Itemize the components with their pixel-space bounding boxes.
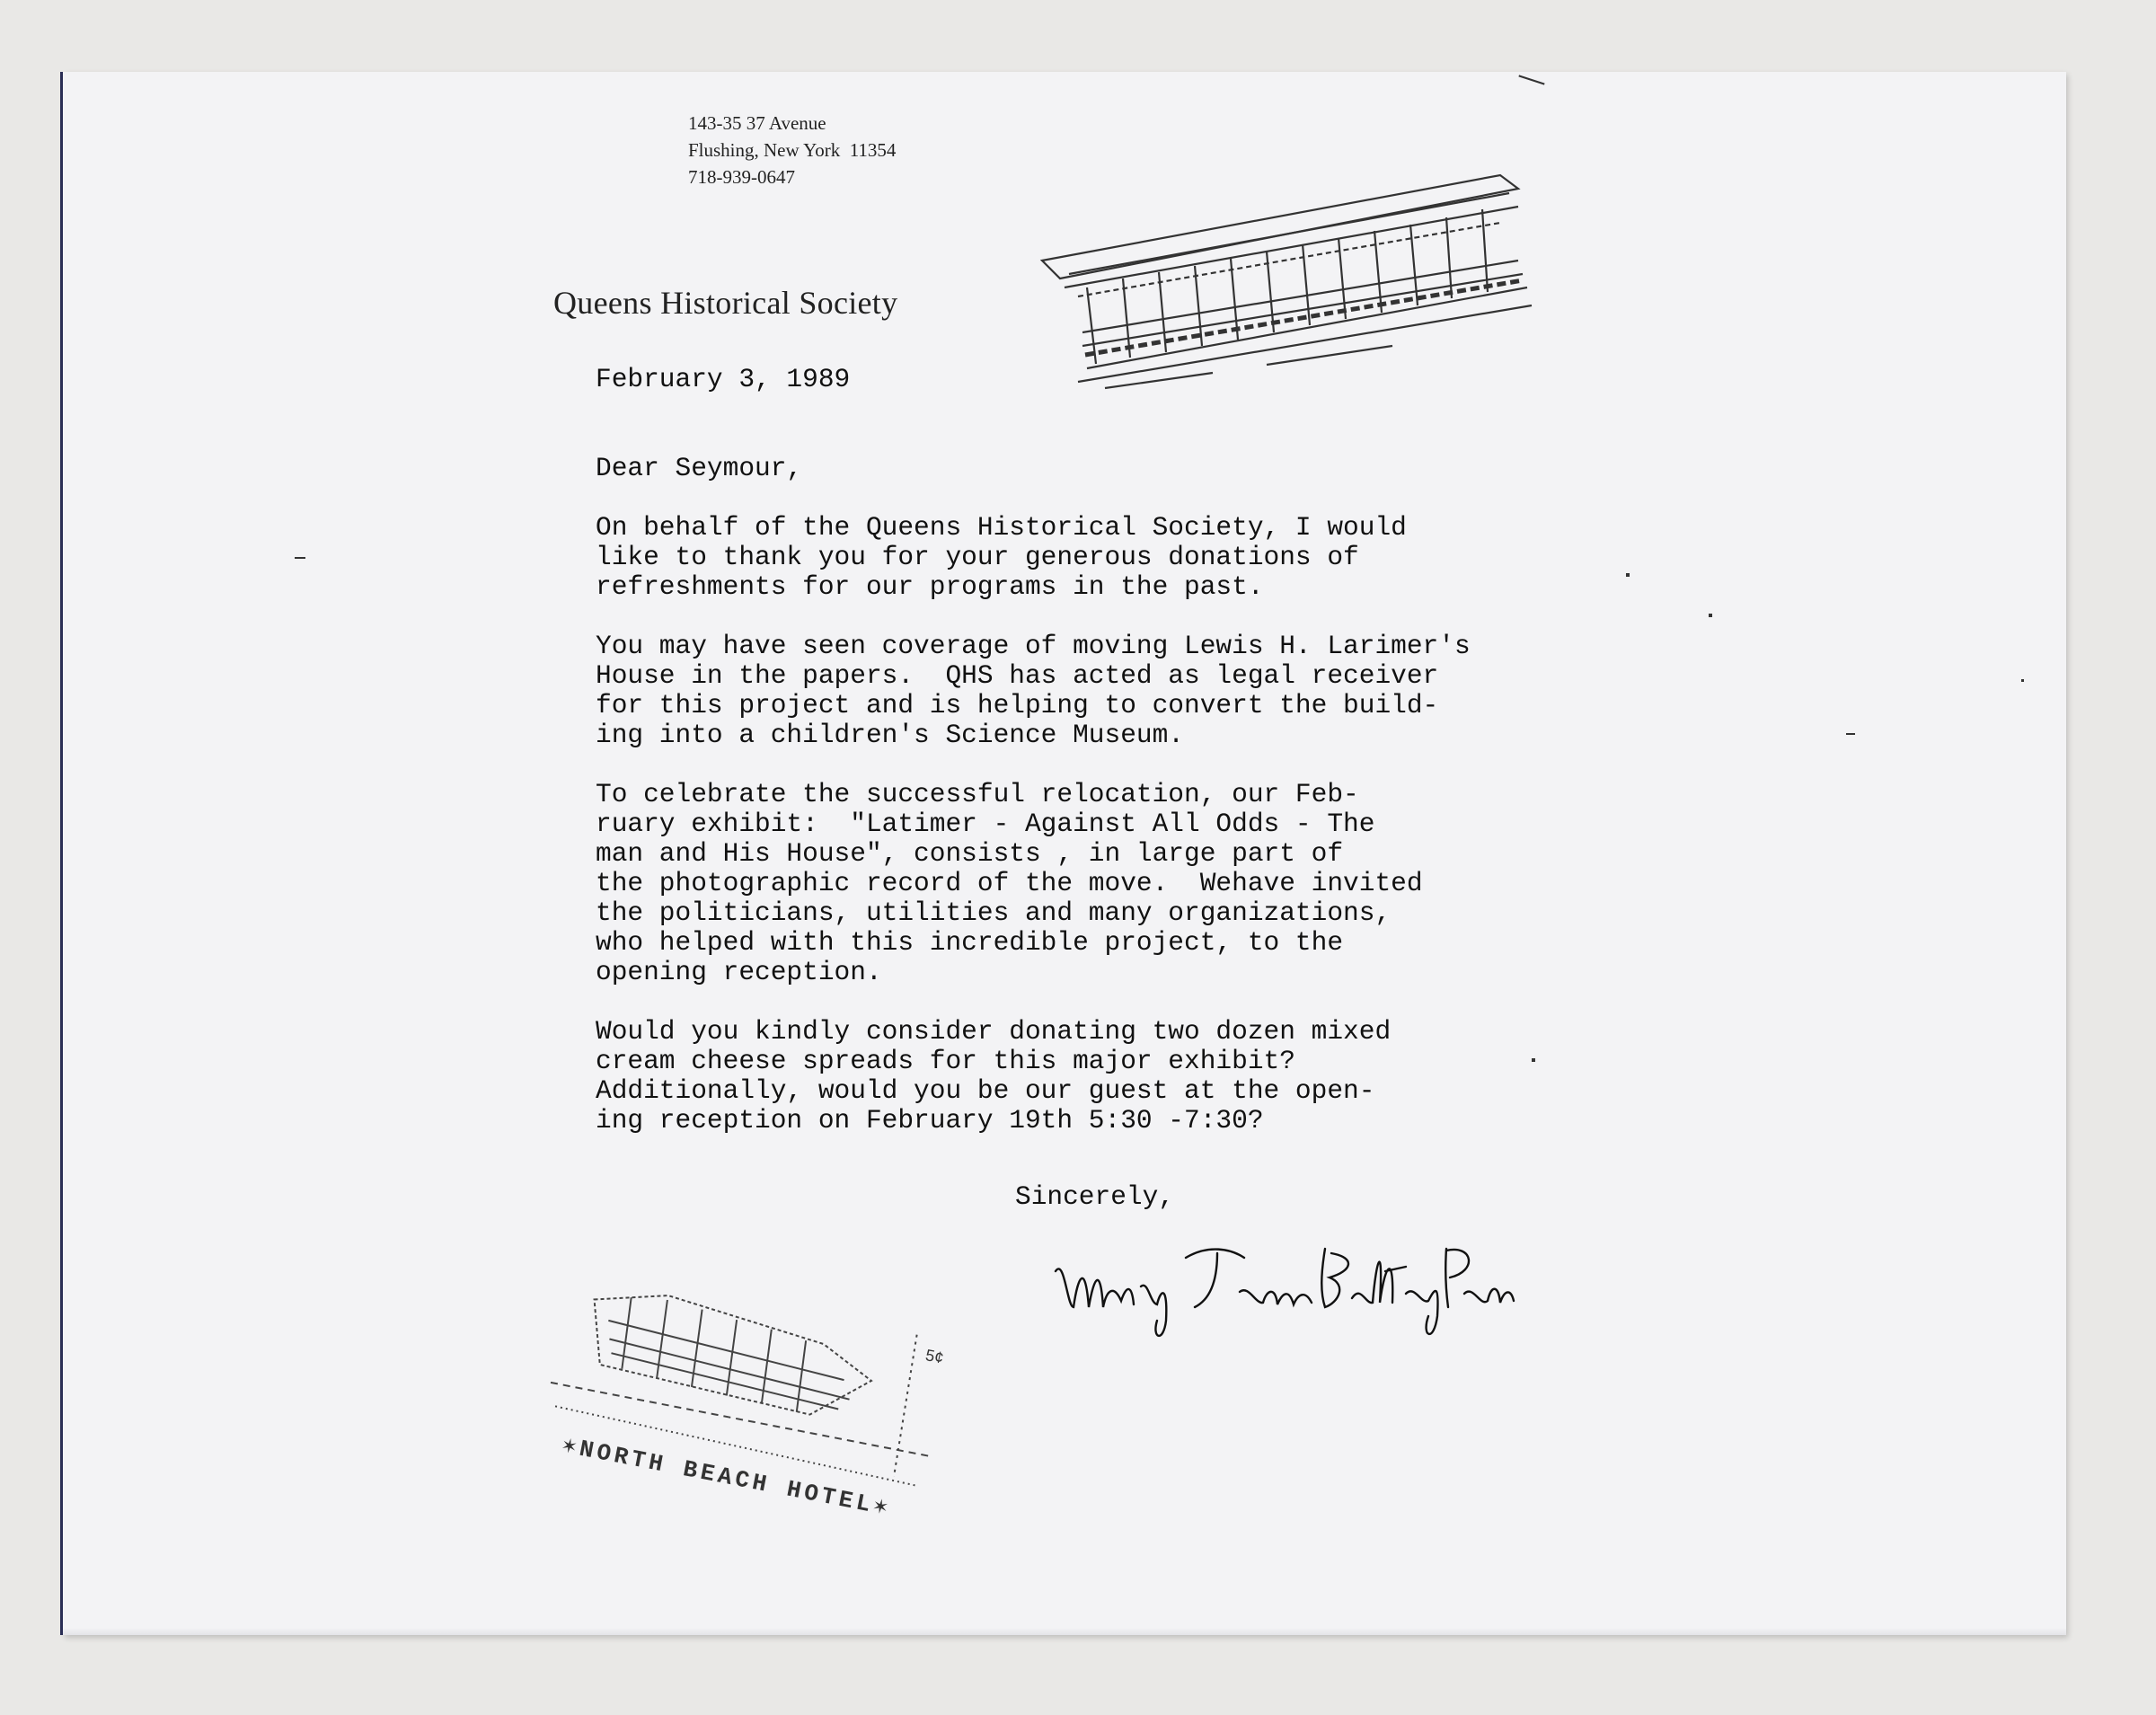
postage-stamp xyxy=(519,1258,962,1573)
speck-mark xyxy=(2021,679,2024,682)
signature xyxy=(1051,1222,1518,1357)
address-street: 143-35 37 Avenue xyxy=(688,112,826,134)
paragraph-3-line-6: who helped with this incredible project, to the xyxy=(596,927,1344,958)
letter-closing: Sincerely, xyxy=(1015,1181,1175,1212)
letter-date: February 3, 1989 xyxy=(596,364,851,394)
trolley-illustration xyxy=(1033,153,1536,395)
paragraph-3-line-1: To celebrate the successful relocation, our Feb- xyxy=(596,779,1359,809)
speck-mark xyxy=(295,557,305,559)
organization-name: Queens Historical Society xyxy=(553,285,898,321)
speck-mark xyxy=(1709,614,1712,617)
paragraph-4-line-1: Would you kindly consider donating two dozen mixed xyxy=(596,1016,1392,1047)
paragraph-4-line-2: cream cheese spreads for this major exhibit? xyxy=(596,1046,1295,1076)
handwritten-signature-icon xyxy=(1051,1222,1518,1357)
paragraph-2-line-3: for this project and is helping to convert the build- xyxy=(596,690,1439,720)
paragraph-3-line-2: ruary exhibit: "Latimer - Against All Odds - The xyxy=(596,809,1375,839)
stamp-value: 5¢ xyxy=(923,1346,946,1367)
speck-mark xyxy=(1846,733,1855,735)
trolley-icon xyxy=(1033,153,1536,395)
speck-mark xyxy=(1518,75,1544,84)
stamp-label: ✶NORTH BEACH HOTEL✶ xyxy=(560,1431,894,1523)
speck-mark xyxy=(1532,1058,1535,1062)
letter-sheet xyxy=(63,72,2066,1635)
paragraph-3-line-7: opening reception. xyxy=(596,957,882,987)
paragraph-3-line-3: man and His House", consists , in large part of xyxy=(596,838,1344,869)
paragraph-1-line-1: On behalf of the Queens Historical Society, I would xyxy=(596,512,1407,543)
paragraph-3-line-5: the politicians, utilities and many organizations, xyxy=(596,897,1392,928)
address-city: Flushing, New York 11354 xyxy=(688,139,897,161)
speck-mark xyxy=(1626,573,1630,577)
paragraph-2-line-2: House in the papers. QHS has acted as legal receiver xyxy=(596,660,1439,691)
letterhead-address xyxy=(688,110,896,190)
paragraph-3-line-4: the photographic record of the move. Wehave invited xyxy=(596,868,1423,898)
hotel-stamp-icon xyxy=(519,1258,962,1573)
paragraph-2-line-4: ing into a children's Science Museum. xyxy=(596,720,1185,750)
letter-salutation: Dear Seymour, xyxy=(596,453,803,483)
paragraph-2-line-1: You may have seen coverage of moving Lewis H. Larimer's xyxy=(596,631,1471,661)
paragraph-4-line-4: ing reception on February 19th 5:30 -7:30? xyxy=(596,1105,1264,1136)
address-phone: 718-939-0647 xyxy=(688,166,795,188)
paragraph-4-line-3: Additionally, would you be our guest at the open- xyxy=(596,1075,1375,1106)
paragraph-1-line-3: refreshments for our programs in the past. xyxy=(596,571,1264,602)
paragraph-1-line-2: like to thank you for your generous donations of xyxy=(596,542,1359,572)
letter-body xyxy=(596,365,1471,1136)
